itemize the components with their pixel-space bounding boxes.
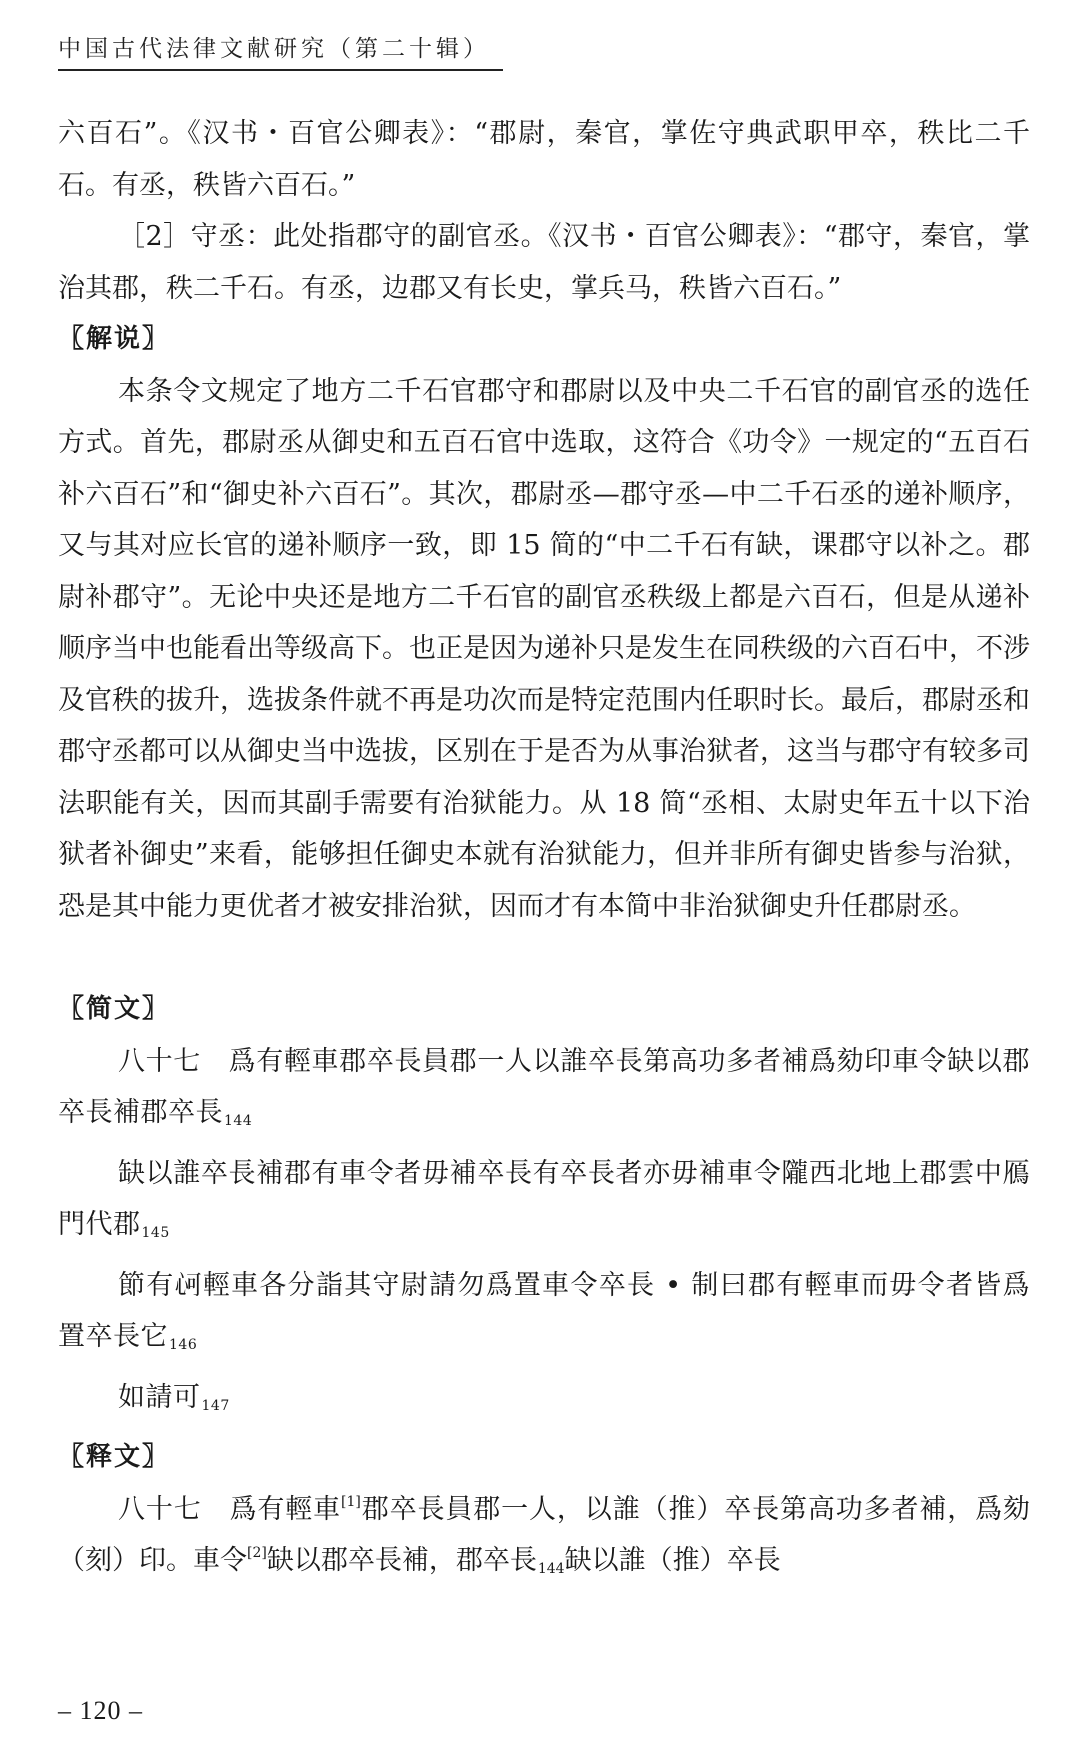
slip-text: 節有𢘟輕車各分詣其守尉請勿爲置車令卒長 • 制曰郡有輕車而毋令者皆爲置卒長它: [58, 1269, 1030, 1352]
slip-text-block: [58, 1036, 1030, 1433]
note-continuation: 六百石”。《汉书・百官公卿表》：“郡尉，秦官，掌佐守典武职甲卒，秩比二千石。有丞，秩皆六百石。”: [58, 118, 1030, 201]
section-heading-shiwen: 〖释文〗: [58, 1442, 171, 1472]
transcription-text: 郡卒長員郡一人，以誰（推）卒長第高功多者補，爲劾（刻）印。車令: [58, 1493, 1031, 1576]
note-2: ［2］守丞：此处指郡守的副官丞。《汉书・百官公卿表》：“郡守，秦官，掌治其郡，秩二千石。有丞，边郡又有长史，掌兵马，秩皆六百石。”: [58, 221, 1030, 304]
slip-line: [58, 1372, 1030, 1433]
section-gap: [58, 932, 1030, 984]
slip-line: [58, 1260, 1030, 1372]
slip-line: [58, 1148, 1030, 1260]
slip-number: 146: [169, 1337, 198, 1353]
slip-number: 144: [224, 1113, 253, 1129]
page-number: – 120 –: [58, 1696, 143, 1725]
slip-number: 145: [141, 1225, 170, 1241]
page-body: [58, 108, 1030, 1596]
slip-line: [58, 1036, 1030, 1148]
slip-text: 缺以誰卒長補郡有車令者毋補卒長有卒長者亦毋補車令隴西北地上郡雲中鴈門代郡: [58, 1157, 1030, 1240]
transcription-text: 缺以誰（推）卒長: [564, 1545, 781, 1576]
transcription-paragraph: [58, 1484, 1030, 1596]
running-header: 中国古代法律文献研究（第二十辑）: [58, 30, 503, 71]
section-heading-jieshuo: 〖解说〗: [58, 324, 171, 354]
transcription-text: 八十七 爲有輕車: [118, 1493, 342, 1525]
footnote-marker: [2]: [247, 1545, 267, 1561]
commentary-paragraph: 本条令文规定了地方二千石官郡守和郡尉以及中央二千石官的副官丞的选任方式。首先，郡尉丞从御史和五百石官中选取，这符合《功令》一规定的“五百石补六百石”和“御史补六百石”。其次，郡尉丞—郡守丞—中二千石丞的递补顺序，又与其对应长官的递补顺序一致，即 15 简的“中二千石有缺，课郡守以补之。郡尉补郡守”。无论中央还是地方二千石官的副官丞秩级上都是六百石，但是从递补顺序当中也能看出等级高下。也正是因为递补只是发生在同秩级的六百石中，不涉及官秩的拔升，选拔条件就不再是功次而是特定范围内任职时长。最后，郡尉丞和郡守丞都可以从御史当中选拔，区别在于是否为从事治狱者，这当与郡守有较多司法职能有关，因而其副手需要有治狱能力。从 18 简“丞相、太尉史年五十以下治狱者补御史”来看，能够担任御史本就有治狱能力，但并非所有御史皆参与治狱，恐是其中能力更优者才被安排治狱，因而才有本简中非治狱御史升任郡尉丞。: [58, 375, 1030, 922]
slip-text: 八十七 爲有輕車郡卒長員郡一人以誰卒長第高功多者補爲劾印車令缺以郡卒長補郡卒長: [58, 1045, 1030, 1128]
transcription-text: 缺以郡卒長補，郡卒長: [266, 1545, 537, 1576]
footnote-marker: [1]: [341, 1493, 361, 1510]
slip-text: 如請可: [118, 1381, 201, 1413]
slip-number: 144: [537, 1561, 565, 1577]
section-heading-jianwen: 〖简文〗: [58, 994, 171, 1024]
slip-number: 147: [201, 1397, 230, 1414]
